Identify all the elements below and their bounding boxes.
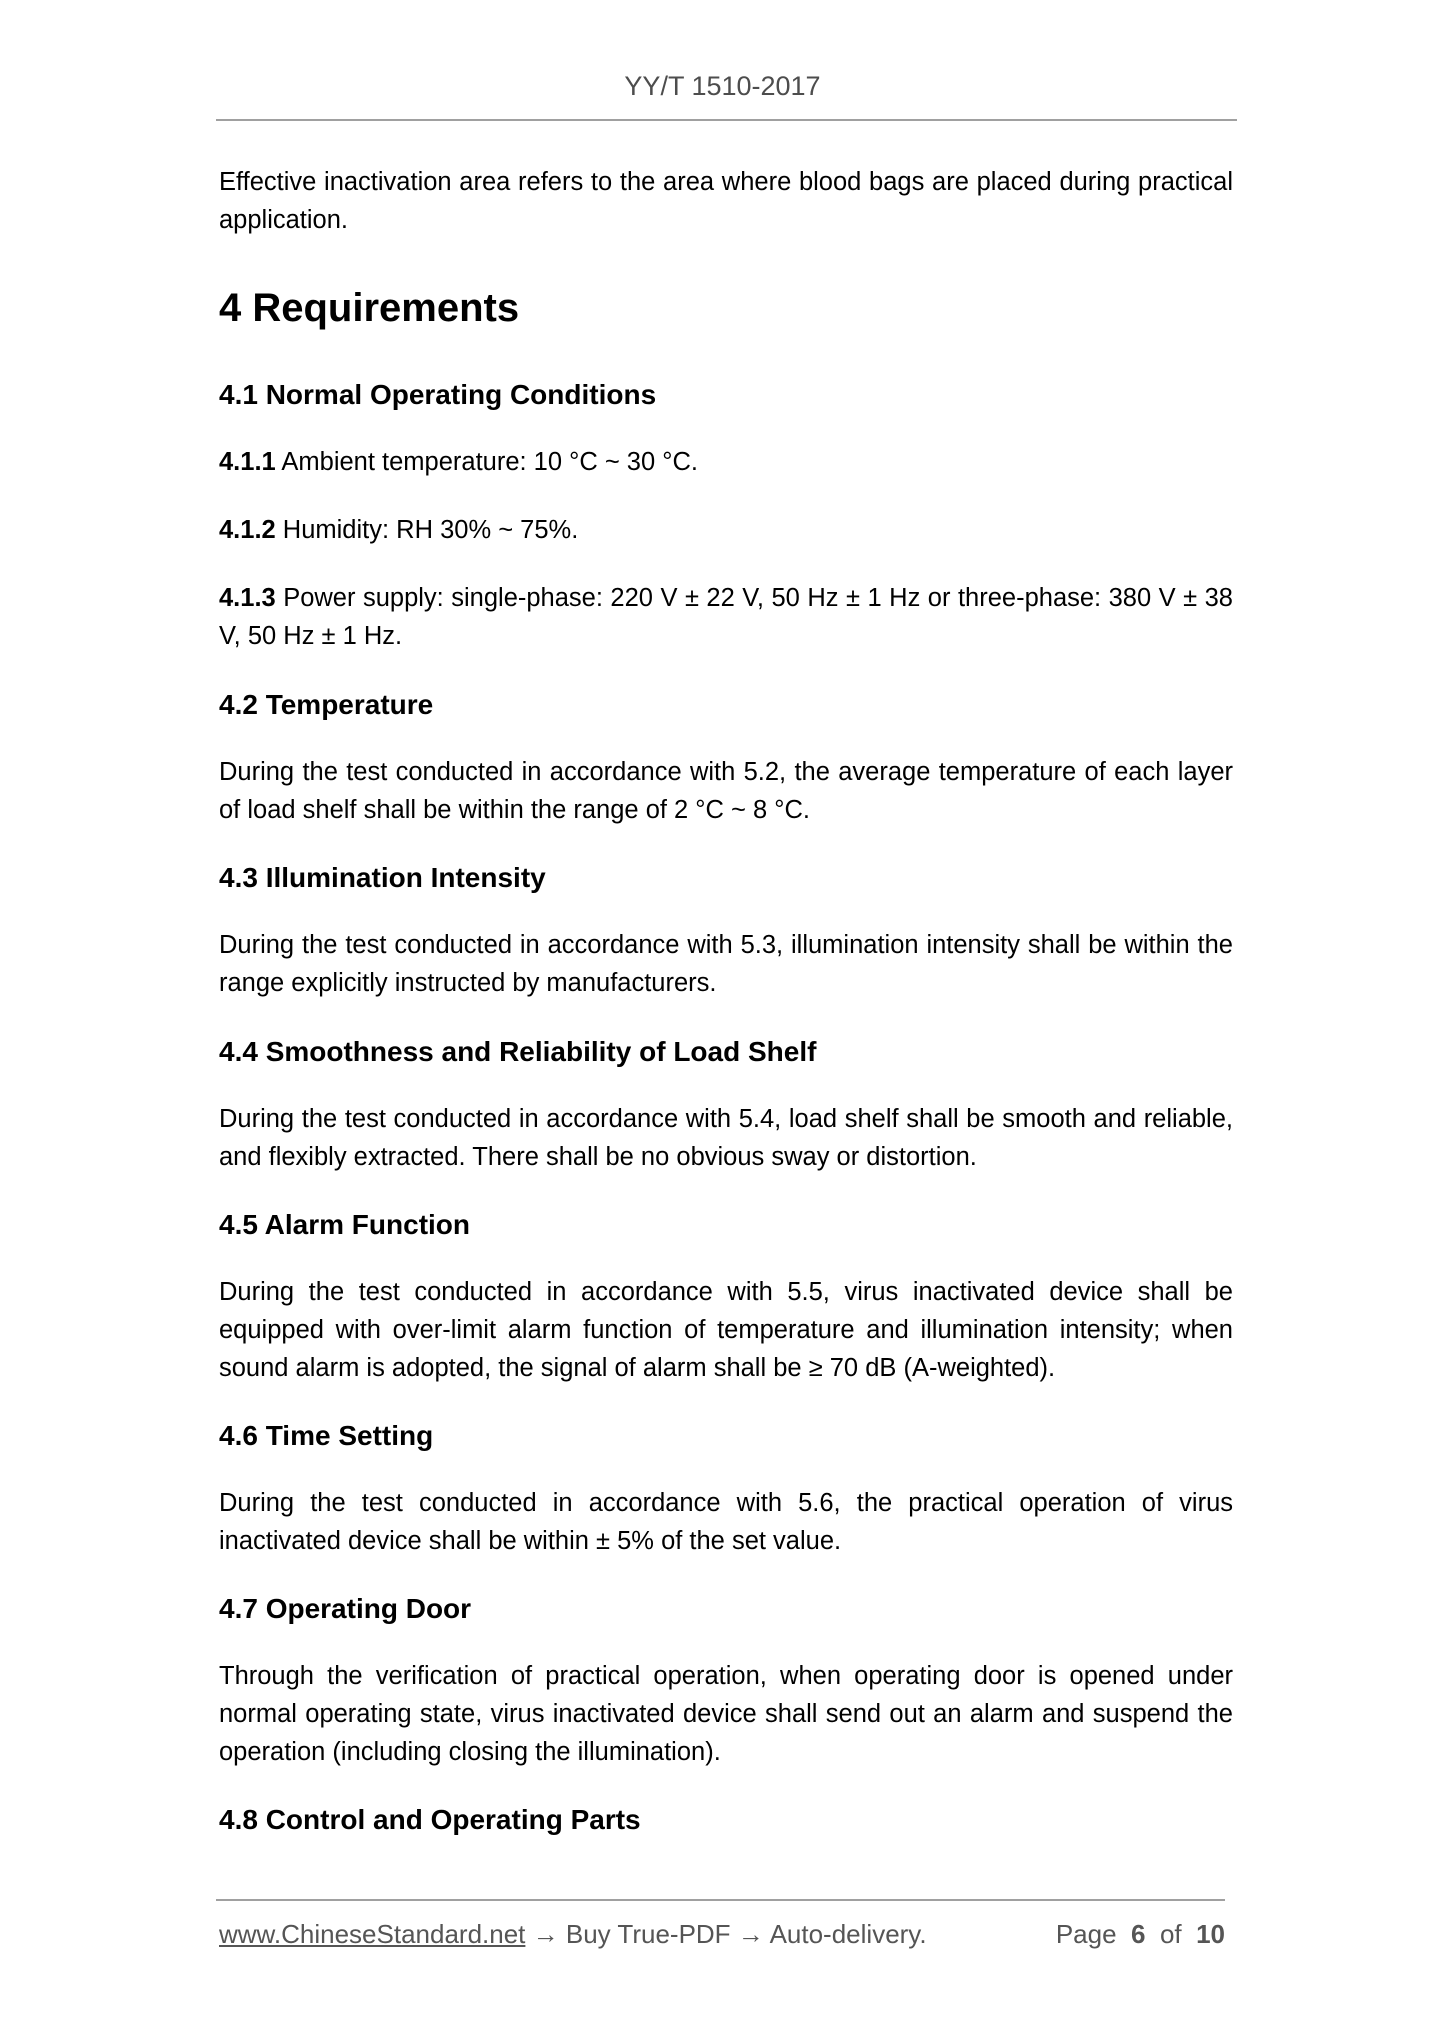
intro-paragraph: Effective inactivation area refers to the area where blood bags are placed during practical application. xyxy=(219,168,1233,234)
section-4-4-heading: 4.4 Smoothness and Reliability of Load Shelf xyxy=(219,1036,817,1067)
page-word: Page xyxy=(1055,1919,1117,1949)
section-4-1-heading: 4.1 Normal Operating Conditions xyxy=(219,379,657,410)
footer-divider xyxy=(216,1899,1225,1901)
page-footer xyxy=(219,1914,1225,1954)
section-4-2-heading: 4.2 Temperature xyxy=(219,689,434,720)
section-4-7-heading: 4.7 Operating Door xyxy=(219,1593,472,1624)
section-4-6-text: During the test conducted in accordance with 5.6, the practical operation of virus inactivated device shall be within ± 5% of the set value. xyxy=(219,1489,1233,1555)
clause-4-1-2 xyxy=(219,511,1233,549)
section-4-5-text: During the test conducted in accordance with 5.5, virus inactivated device shall be equipped with over-limit alarm function of temperature and illumination intensity; when sound alarm is adopted, the signal of alarm shall be ≥ 70 dB (A-weighted). xyxy=(219,1278,1233,1382)
document-code: YY/T 1510-2017 xyxy=(624,71,821,101)
section-4-2-text: During the test conducted in accordance with 5.2, the average temperature of each layer of load shelf shall be within the range of 2 °C ~ 8 °C. xyxy=(219,758,1233,824)
section-4-6-heading: 4.6 Time Setting xyxy=(219,1420,434,1451)
section-4-8-heading: 4.8 Control and Operating Parts xyxy=(219,1804,641,1835)
clause-text: Ambient temperature: 10 °C ~ 30 °C. xyxy=(275,448,698,476)
website-link[interactable]: www.ChineseStandard.net xyxy=(219,1919,526,1949)
section-4-4-text: During the test conducted in accordance with 5.4, load shelf shall be smooth and reliable, and flexibly extracted. There shall be no obvious sway or distortion. xyxy=(219,1105,1233,1171)
page-number: 6 xyxy=(1131,1919,1146,1949)
clause-number: 4.1.1 xyxy=(219,448,276,476)
clause-text: Humidity: RH 30% ~ 75%. xyxy=(275,516,579,544)
footer-tagline: → Buy True-PDF → Auto-delivery. xyxy=(525,1919,927,1949)
section-4-heading: 4 Requirements xyxy=(219,286,520,330)
clause-number: 4.1.2 xyxy=(219,516,276,544)
clause-4-1-3 xyxy=(219,579,1233,655)
clause-4-1-1 xyxy=(219,443,1233,481)
page-indicator xyxy=(1056,1914,1225,1954)
section-4-3-text: During the test conducted in accordance with 5.3, illumination intensity shall be within the range explicitly instructed by manufacturers. xyxy=(219,931,1233,997)
section-4-3-heading: 4.3 Illumination Intensity xyxy=(219,862,546,893)
header-divider xyxy=(216,119,1237,121)
section-4-5-heading: 4.5 Alarm Function xyxy=(219,1209,471,1240)
section-4-7-text: Through the verification of practical operation, when operating door is opened under normal operating state, virus inactivated device shall send out an alarm and suspend the operation (including closing the illumination). xyxy=(219,1662,1233,1766)
clause-number: 4.1.3 xyxy=(219,584,276,612)
page-total: 10 xyxy=(1196,1919,1225,1949)
of-word: of xyxy=(1159,1919,1182,1949)
clause-text: Power supply: single-phase: 220 V ± 22 V, 50 Hz ± 1 Hz or three-phase: 380 V ± 38 V, 50 Hz ± 1 Hz. xyxy=(219,584,1233,650)
